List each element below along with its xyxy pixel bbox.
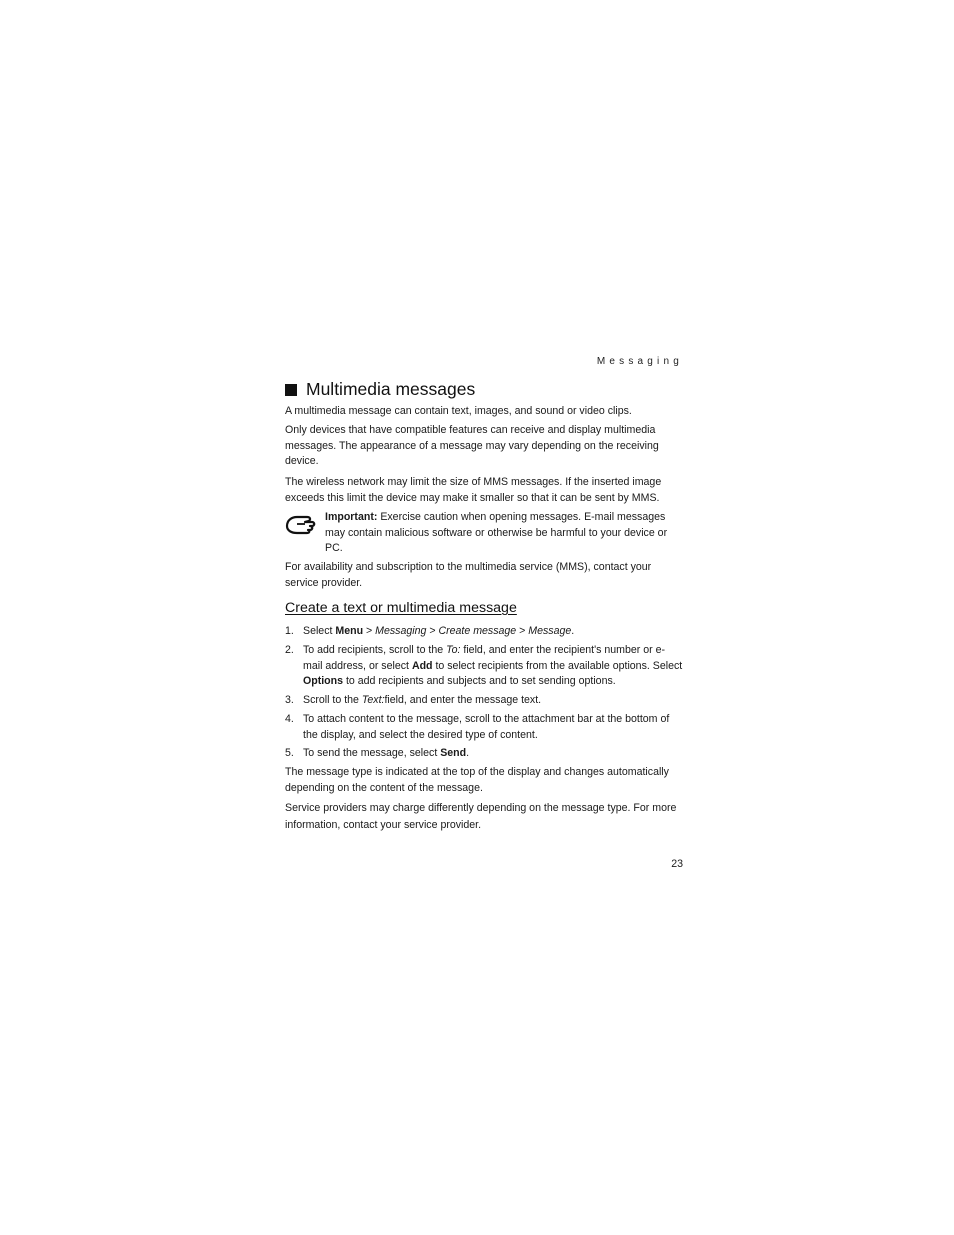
step-text [303, 643, 683, 690]
important-label: Important: [325, 511, 378, 523]
step-text [303, 693, 683, 709]
important-note-text [325, 510, 683, 557]
step-text [303, 624, 683, 640]
page-number: 23 [671, 858, 683, 870]
step-text-part: to select recipients from the available options. Select [432, 659, 683, 672]
step-text-part: To attach content to the message, scroll to the attachment bar at the bottom of the display, and select the desired type of content. [303, 713, 670, 741]
step-text [303, 746, 683, 762]
step-text-part: Select [303, 625, 336, 637]
paragraph-message-type: The message type is indicated at the top of the display and changes automatically depending on the content of the message. [285, 766, 669, 794]
step-number: 3. [285, 694, 294, 706]
step-text-part: . [571, 625, 575, 637]
important-body: Exercise caution when opening messages. E-mail messages may contain malicious software or otherwise be harmful to your device or PC. [325, 511, 668, 554]
separator: > [363, 625, 376, 637]
important-hand-icon [285, 514, 317, 538]
step-number: 5. [285, 747, 294, 759]
step-text-part: . [466, 747, 470, 759]
subsection-title: Create a text or multimedia message [285, 600, 517, 616]
separator: > [516, 625, 529, 637]
running-head: Messaging [596, 356, 683, 367]
add-label: Add [411, 659, 433, 672]
step-text-part: Scroll to the [303, 694, 362, 706]
section-title: Multimedia messages [306, 379, 476, 399]
menu-label: Menu [335, 625, 364, 637]
messaging-label: Messaging [375, 625, 427, 637]
options-label: Options [303, 675, 344, 687]
paragraph-availability: For availability and subscription to the multimedia service (MMS), contact your service provider. [285, 561, 652, 589]
step-number: 4. [285, 713, 294, 725]
paragraph-intro: A multimedia message can contain text, images, and sound or video clips. [285, 405, 632, 417]
to-field-label: To: [446, 644, 461, 656]
step-text-part: To add recipients, scroll to the [303, 644, 447, 656]
step-number: 2. [285, 644, 294, 656]
step-text-part: To send the message, select [303, 747, 441, 759]
paragraph-compatibility: Only devices that have compatible features can receive and display multimedia messages. The appearance of a message may vary depending on the receiving device. [285, 424, 659, 467]
square-bullet-icon [285, 384, 297, 396]
separator: > [426, 625, 439, 637]
text-field-label: Text: [361, 694, 385, 706]
step-text-part: field, and enter the message text. [384, 694, 542, 706]
paragraph-charges: Service providers may charge differently depending on the message type. For more information, contact your service provider. [285, 802, 677, 831]
send-label: Send [440, 747, 467, 759]
section-heading [285, 379, 475, 400]
paragraph-size-limit: The wireless network may limit the size of MMS messages. If the inserted image exceeds this limit the device may make it smaller so that it can be sent by MMS. [285, 476, 662, 504]
message-label: Message [528, 625, 572, 637]
step-text-part: to add recipients and subjects and to set sending options. [343, 675, 616, 687]
create-message-label: Create message [438, 625, 517, 637]
step-text-part: field, and enter the recipient's number or e-mail address, or select [303, 644, 666, 672]
step-text [303, 712, 683, 743]
step-number: 1. [285, 625, 294, 637]
